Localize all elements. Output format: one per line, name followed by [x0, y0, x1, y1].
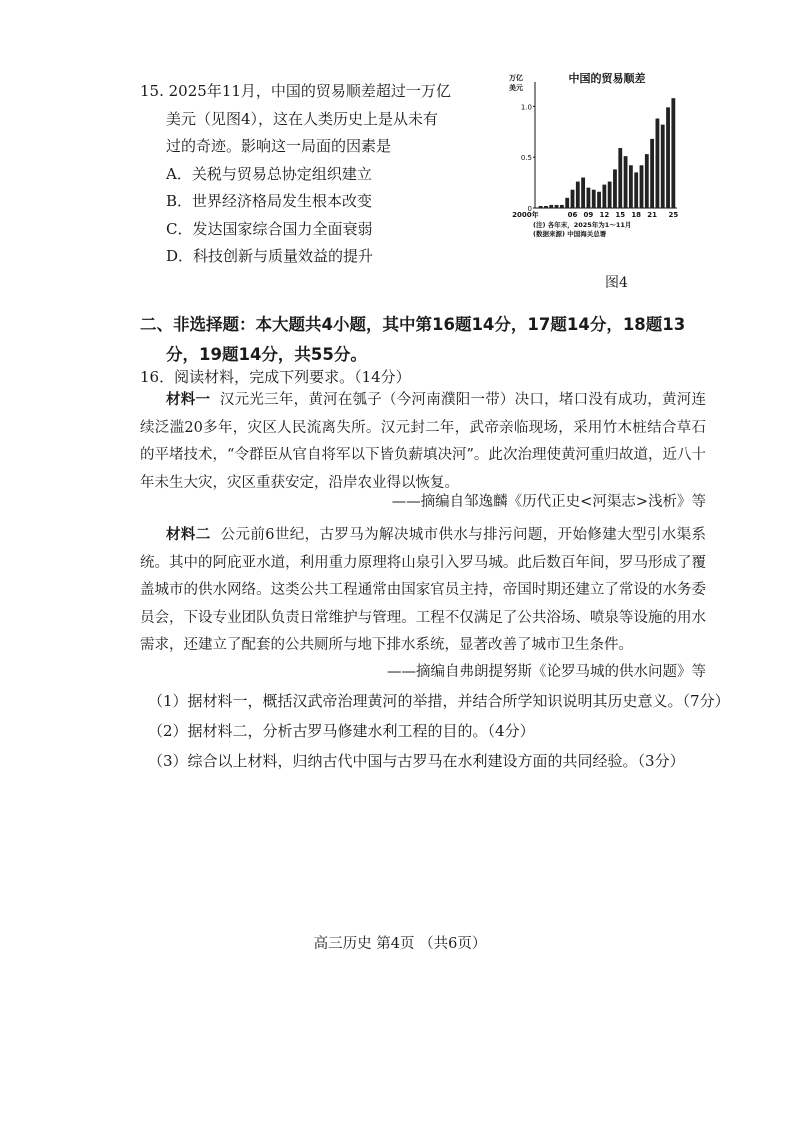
x-tick-label: 21	[647, 211, 657, 219]
material-1-text: 汉元光三年，黄河在瓠子（今河南濮阳一带）决口，堵口没有成功，黄河连续泛滥20多年，灾区人民流离失所。汉元封二年，武帝亲临现场，采用竹木桩结合草石的平堵技术，“令群臣从官自将军以下皆负薪填决河”。此次治理使黄河重归故道，近八十年未生大灾，灾区重获安定，沿岸农业得以恢复。	[140, 392, 707, 491]
bar-2005	[565, 198, 569, 208]
question-15	[140, 78, 470, 271]
bar-2015	[618, 148, 622, 208]
chart-ylabel-line-1: 万亿	[509, 74, 523, 82]
option-b: B．世界经济格局发生根本改变	[166, 192, 373, 210]
material-1-source: ——摘编自邹逸麟《历代正史<河渠志>浅析》等	[391, 494, 706, 510]
material-1	[140, 387, 706, 497]
bar-2023	[661, 125, 665, 208]
chart-title: 中国的贸易顺差	[568, 72, 646, 85]
option-a: A．关税与贸易总协定组织建立	[166, 164, 372, 183]
question-stem-line-3: 过的奇迹。影响这一局面的因素是	[166, 137, 392, 155]
bar-2014	[613, 169, 617, 208]
bar-2017	[629, 165, 633, 208]
bar-2022	[656, 119, 660, 208]
bar-2002	[549, 205, 553, 208]
bar-2019	[640, 165, 644, 208]
bar-2024	[666, 107, 670, 208]
task-3: （3）综合以上材料，归纳古代中国与古罗马在水利建设方面的共同经验。（3分）	[148, 752, 685, 770]
y-tick-label: 0	[527, 205, 532, 213]
material-2-label: 材料二	[166, 527, 211, 543]
bar-2009	[587, 188, 591, 208]
bar-2016	[624, 156, 628, 208]
bar-2025	[671, 98, 675, 208]
x-tick-label: 25	[668, 211, 679, 219]
question-16-intro: 16．阅读材料，完成下列要求。（14分）	[140, 368, 411, 386]
material-2	[140, 522, 706, 660]
chart-source: (数据来源) 中国海关总署	[533, 230, 607, 238]
bar-2011	[597, 192, 601, 208]
bar-2020	[645, 154, 649, 208]
x-tick-label: 06	[567, 211, 578, 219]
bar-2010	[592, 190, 596, 208]
section-heading-line-1: 二、非选择题：本大题共4小题，其中第16题14分，17题14分，18题13	[140, 315, 686, 334]
bar-2012	[602, 185, 606, 208]
section-heading-line-2: 分，19题14分，共55分。	[166, 345, 367, 364]
material-2-text: 公元前6世纪，古罗马为解决城市供水与排污问题，开始修建大型引水渠系统。其中的阿庇亚水道，利用重力原理将山泉引入罗马城。此后数百年间，罗马形成了覆盖城市的供水网络。这类公共工程通常由国家官员主持，帝国时期还建立了常设的水务委员会，下设专业团队负责日常维护与管理。工程不仅满足了公共浴场、喷泉等设施的用水需求，还建立了配套的公共厕所与地下排水系统，显著改善了城市卫生条件。	[140, 527, 706, 653]
bar-2021	[650, 139, 654, 208]
question-number: 15.	[140, 82, 164, 100]
question-16-tasks	[148, 686, 730, 776]
task-2: （2）据材料二，分析古罗马修建水利工程的目的。（4分）	[148, 722, 535, 740]
material-2-source: ——摘编自弗朗提努斯《论罗马城的供水问题》等	[387, 664, 706, 680]
x-tick-label: 12	[599, 211, 610, 219]
option-c: C．发达国家综合国力全面衰弱	[166, 219, 373, 238]
section-2-heading	[140, 310, 720, 370]
y-tick-label: 0.5	[520, 154, 532, 163]
bar-2000	[539, 206, 543, 208]
bar-2013	[608, 182, 612, 208]
option-d: D．科技创新与质量效益的提升	[166, 247, 374, 265]
page-footer: 高三历史 第4页 （共6页）	[313, 936, 487, 952]
x-tick-label: 18	[631, 211, 642, 219]
x-tick-label: 09	[583, 211, 594, 219]
bar-2001	[544, 206, 548, 208]
bar-2003	[555, 205, 559, 208]
figure-4-chart	[505, 68, 705, 298]
bar-2004	[560, 205, 564, 208]
chart-note: (注) 各年末，2025年为1～11月	[533, 221, 632, 229]
y-tick-label: 1.0	[520, 103, 532, 112]
x-tick-label: 15	[615, 211, 626, 219]
question-15-stem	[140, 78, 470, 106]
figure-caption: 图4	[605, 275, 628, 291]
bar-2006	[571, 190, 575, 208]
question-stem-line-1: 2025年11月，中国的贸易顺差超过一万亿	[168, 82, 451, 100]
bar-2018	[634, 172, 638, 208]
x-tick-label: 2000年	[512, 211, 539, 219]
trade-surplus-bar-chart	[505, 68, 705, 268]
material-1-label: 材料一	[166, 392, 211, 408]
chart-ylabel-line-2: 美元	[509, 84, 523, 92]
bar-2008	[581, 178, 585, 209]
question-stem-line-2: 美元（见图4），这在人类历史上是从未有	[166, 109, 439, 128]
bar-2007	[576, 182, 580, 208]
task-1: （1）据材料一，概括汉武帝治理黄河的举措，并结合所学知识说明其历史意义。（7分）	[148, 692, 730, 710]
